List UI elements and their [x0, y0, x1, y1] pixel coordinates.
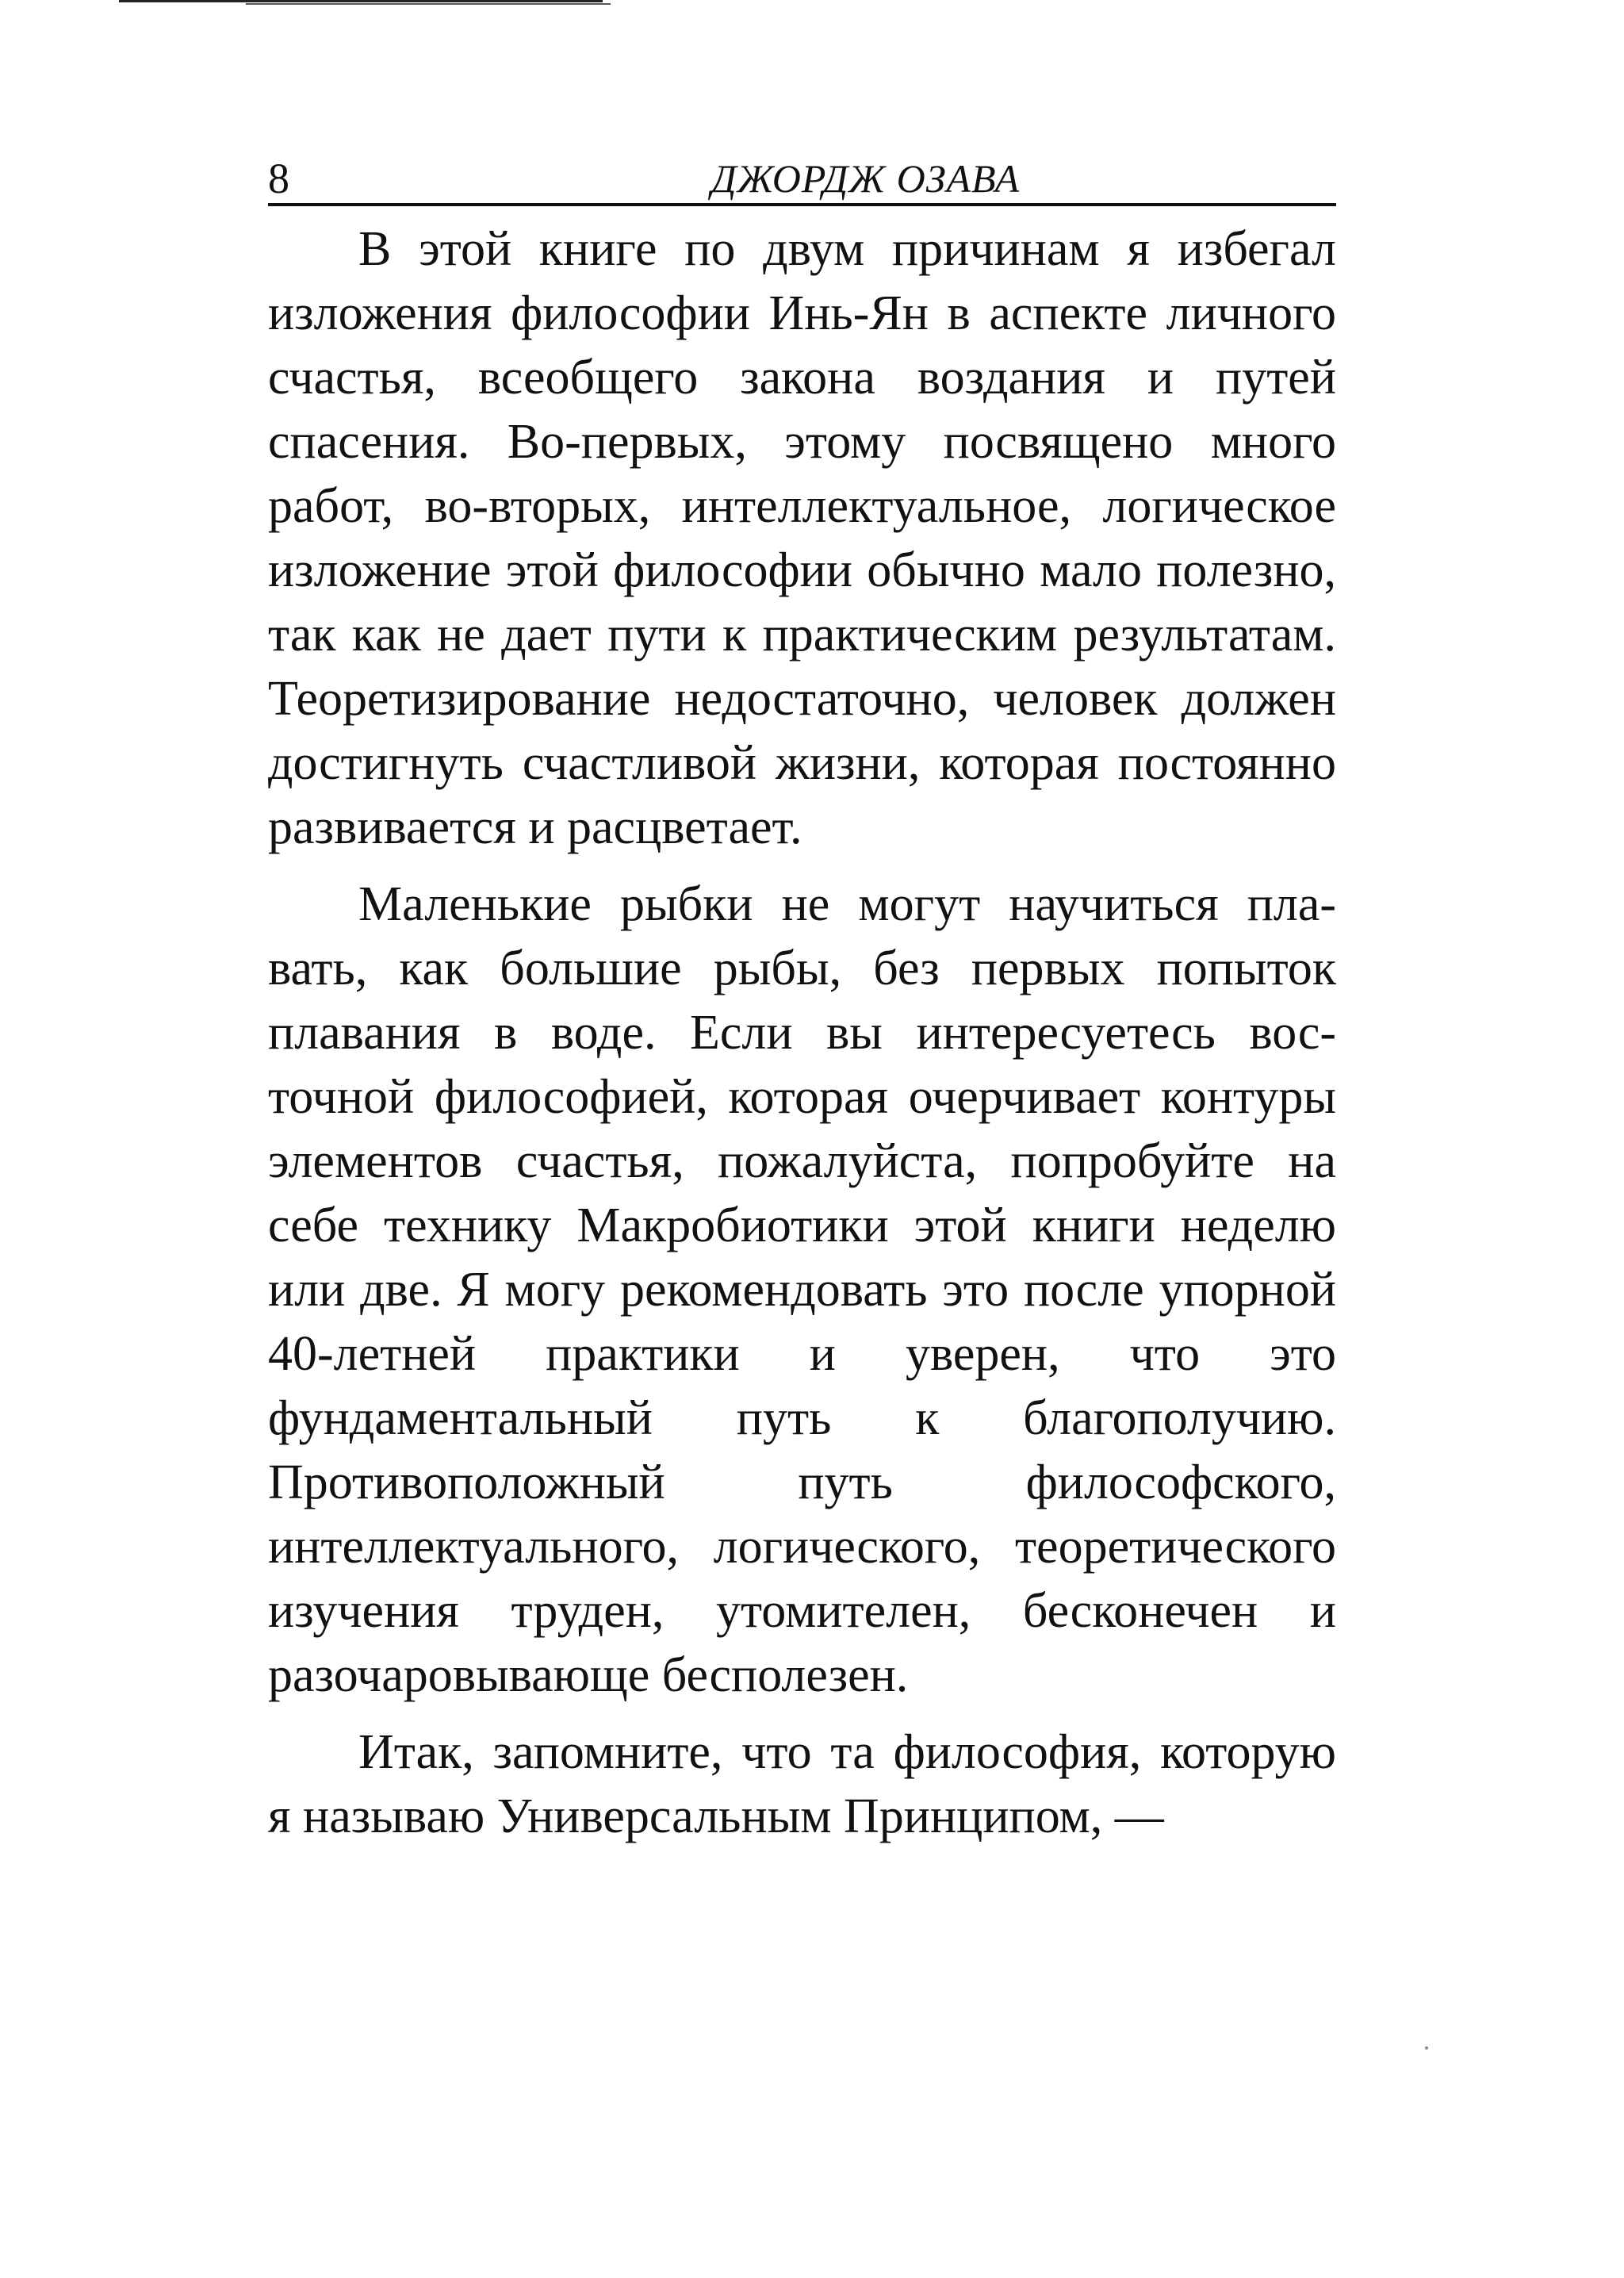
paragraph: В этой книге по двум причинам я избегал изложения философии Инь-Ян в аспекте личного счастья, всеобщего закона воздания и путей спасения. Во-первых, этому посвящено много работ, во-вторых, интеллектуальное, логическое изложение этой философии обычно мало полезно, так как не дает пути к практическим результатам. Теоретизирование недостаточно, человек должен достигнуть счастливой жизни, которая постоянно развивается и расцветает.: [268, 222, 1336, 854]
book-page: [268, 143, 1336, 1862]
running-title: ДЖОРДЖ ОЗАВА: [710, 156, 1021, 201]
page-number: 8: [268, 155, 289, 202]
scan-top-rule-secondary: [246, 3, 611, 5]
scan-speck: [1425, 2046, 1428, 2050]
page-header: [268, 143, 1336, 206]
paragraph: Итак, запомните, что та философия, которую я называю Универсальным Принципом, —: [268, 1725, 1336, 1843]
paragraph: Маленькие рыбки не могут научиться плавать, как большие рыбы, без первых попыток плавания в воде. Если вы интересуетесь восточной философией, которая очерчивает контуры элементов счастья, пожалуйста, попробуйте на себе технику Макробиотики этой книги неделю или две. Я могу рекомендовать это после упорной 40-летней практики и уверен, что это фундаментальный путь к благополучию. Противоположный путь философского, интеллектуального, логического, теоретического изучения труден, утомителен, бесконечен и разочаровывающе бесполезен.: [268, 877, 1336, 1702]
scan-top-rule: [119, 0, 603, 2]
body-text: [268, 217, 1336, 1849]
